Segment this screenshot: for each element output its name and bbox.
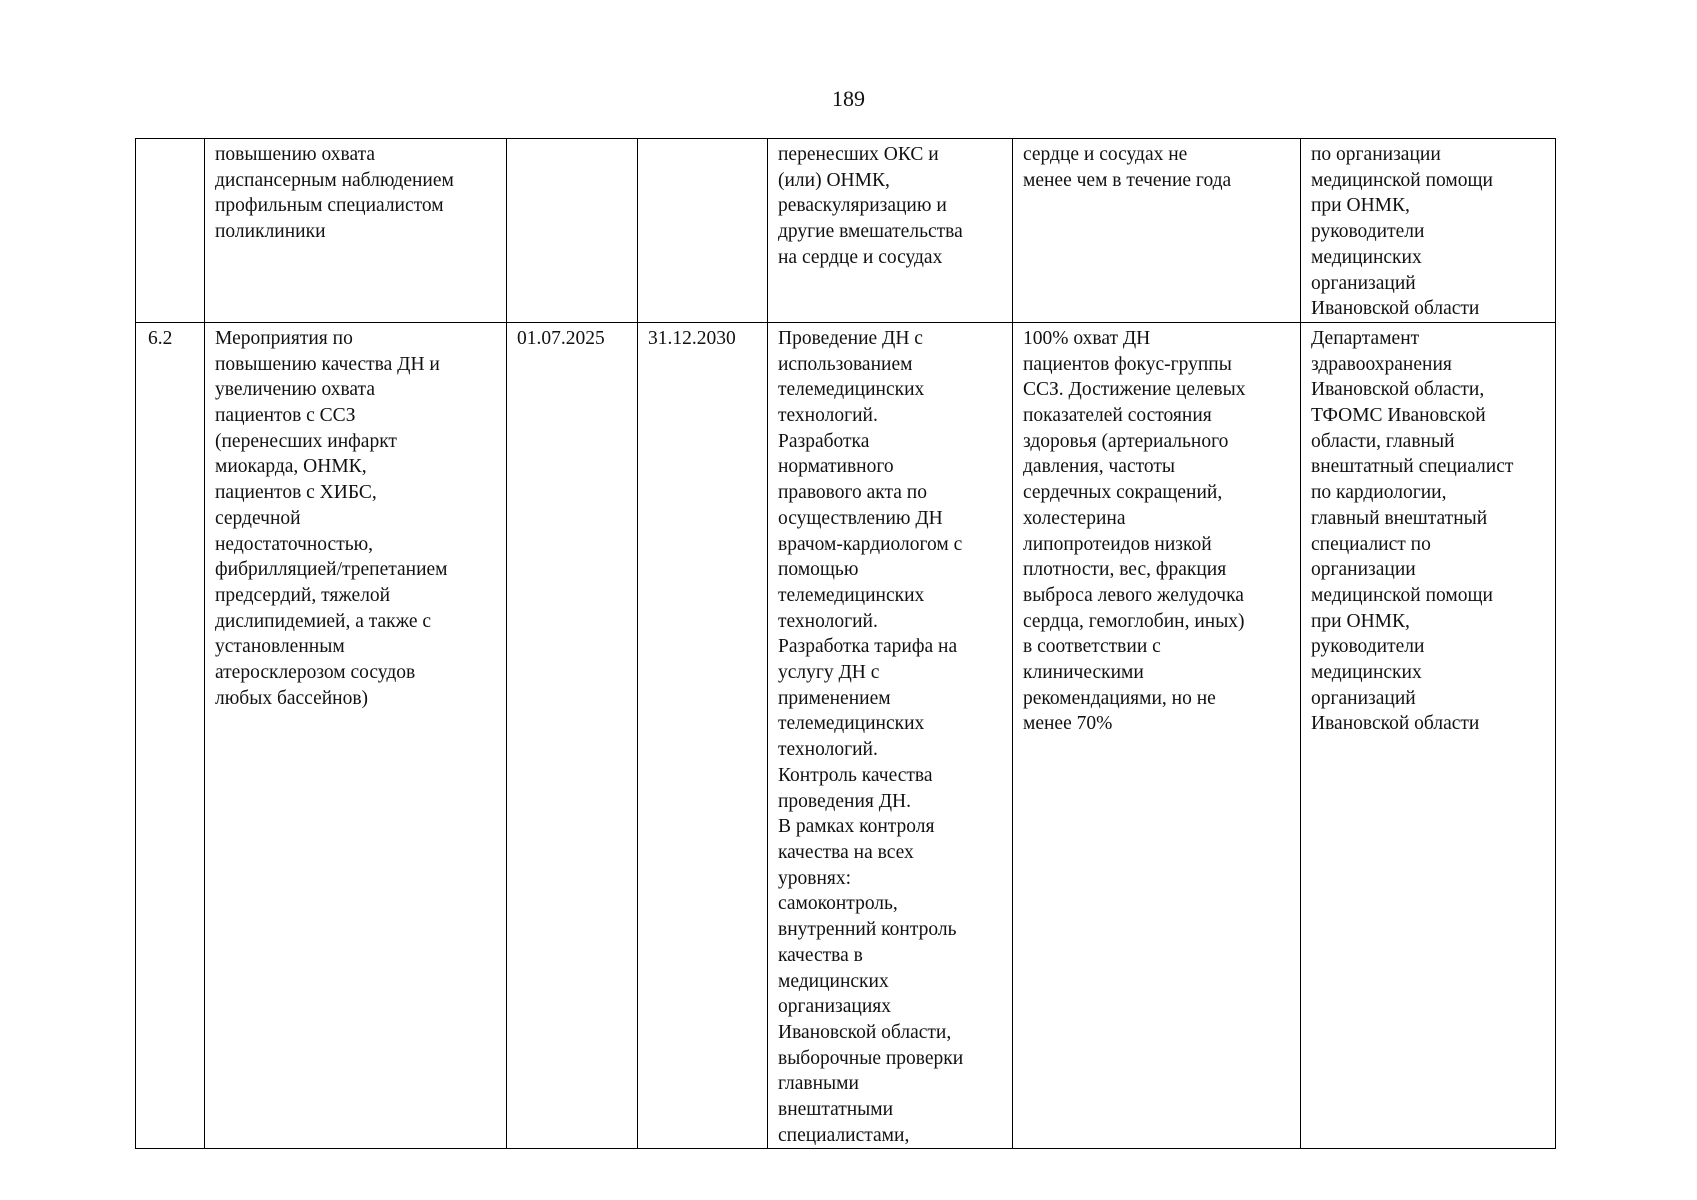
cell-start-date bbox=[507, 139, 638, 323]
cell-measure: повышению охвата диспансерным наблюдением профильным специалистом поликлиники bbox=[205, 139, 507, 323]
cell-end-date bbox=[638, 139, 768, 323]
cell-number bbox=[136, 139, 205, 323]
table-row bbox=[136, 322, 1556, 1149]
cell-description: Проведение ДН с использованием телемедицинских технологий. Разработка нормативного правового акта по осуществлению ДН врачом-кардиологом с помощью телемедицинских технологий. Разработка тарифа на услугу ДН с применением телемедицинских технологий. Контроль качества проведения ДН. В рамках контроля качества на всех уровнях: самоконтроль, внутренний контроль качества в медицинских организациях Ивановской области, выборочные проверки главными внештатными специалистами, bbox=[768, 322, 1013, 1149]
table-row bbox=[136, 139, 1556, 323]
cell-description: перенесших ОКС и (или) ОНМК, реваскуляризацию и другие вмешательства на сердце и сосудах bbox=[768, 139, 1013, 323]
cell-result: сердце и сосудах не менее чем в течение года bbox=[1013, 139, 1301, 323]
cell-result: 100% охват ДН пациентов фокус-группы ССЗ. Достижение целевых показателей состояния здоровья (артериального давления, частоты сердечных сокращений, холестерина липопротеидов низкой плотности, вес, фракция выброса левого желудочка сердца, гемоглобин, иных) в соответствии с клиническими рекомендациями, но не менее 70% bbox=[1013, 322, 1301, 1149]
cell-measure: Мероприятия по повышению качества ДН и увеличению охвата пациентов с ССЗ (перенесших инфаркт миокарда, ОНМК, пациентов с ХИБС, сердечной недостаточностью, фибрилляцией/трепетанием предсердий, тяжелой дислипидемией, а также с установленным атеросклерозом сосудов любых бассейнов) bbox=[205, 322, 507, 1149]
cell-responsible: по организации медицинской помощи при ОНМК, руководители медицинских организаций Ивановской области bbox=[1301, 139, 1556, 323]
page-number: 189 bbox=[832, 86, 865, 111]
cell-number: 6.2 bbox=[136, 322, 205, 1149]
cell-end-date: 31.12.2030 bbox=[638, 322, 768, 1149]
cell-start-date: 01.07.2025 bbox=[507, 322, 638, 1149]
cell-responsible: Департамент здравоохранения Ивановской области, ТФОМС Ивановской области, главный внештатный специалист по кардиологии, главный внештатный специалист по организации медицинской помощи при ОНМК, руководители медицинских организаций Ивановской области bbox=[1301, 322, 1556, 1149]
measures-table bbox=[135, 138, 1556, 1149]
